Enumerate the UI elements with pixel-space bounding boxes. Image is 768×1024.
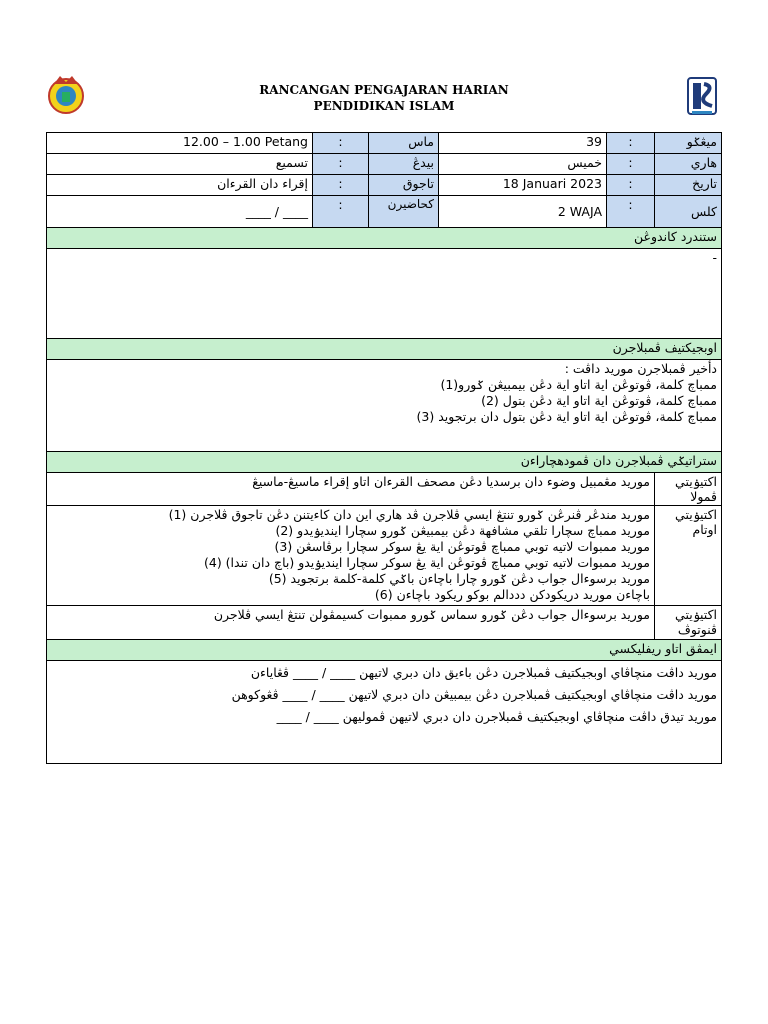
colon: : bbox=[313, 196, 369, 228]
closing-activity-text: موريد برسوءال جواب دڠن ݢورو سماس ݢورو ممبوات كسيمڤولن تنتڠ ايسي ڤلاجرن bbox=[47, 606, 655, 640]
document-header bbox=[0, 82, 768, 114]
standard-heading: ستندرد كاندوڠن bbox=[47, 228, 722, 249]
objective-line: دأخير ڤمبلاجرن موريد داڤت : bbox=[564, 361, 717, 376]
closing-activity-row bbox=[47, 606, 722, 640]
colon: : bbox=[313, 175, 369, 196]
reflection-body bbox=[47, 661, 722, 764]
field-value: تسميع bbox=[47, 154, 313, 175]
title-line-1: RANCANGAN PENGAJARAN HARIAN bbox=[259, 83, 509, 97]
standard-body: - bbox=[47, 249, 722, 339]
main-activity-line: موريد مندڠر ڤنرڠن ݢورو تنتڠ ايسي ڤلاجرن ڤد هاري اين دان كاءيتنن دڠن تاجوق ڤلاجرن (1) bbox=[168, 507, 650, 522]
main-activity-body bbox=[47, 506, 655, 606]
opening-activity-row bbox=[47, 473, 722, 506]
colon: : bbox=[607, 133, 655, 154]
info-row-1 bbox=[47, 133, 722, 154]
reflection-body-row bbox=[47, 661, 722, 764]
info-row-4 bbox=[47, 196, 722, 228]
field-label: بيدڠ bbox=[369, 154, 439, 175]
topic-label: تاجوق bbox=[369, 175, 439, 196]
main-activity-row bbox=[47, 506, 722, 606]
objective-heading: اوبجيكتيف ڤمبلاجرن bbox=[47, 339, 722, 360]
main-activity-line: موريد ممبوات لاتيه توبي ممباچ ڤوتوڠن اية يڠ سوكر سچارا اينديۏيدو (باچ دان تندا) (4) bbox=[203, 555, 650, 570]
objective-body bbox=[47, 360, 722, 452]
info-row-2 bbox=[47, 154, 722, 175]
day-value: خميس bbox=[439, 154, 607, 175]
topic-value: إقراء دان القرءان bbox=[47, 175, 313, 196]
lesson-plan-table bbox=[46, 132, 722, 764]
attendance-label: كحاضيرن bbox=[369, 196, 439, 228]
colon: : bbox=[607, 196, 655, 228]
colon: : bbox=[607, 154, 655, 175]
opening-activity-label: اكتيۏيتي ڤمولا bbox=[655, 473, 722, 506]
main-activity-line: موريد ممباچ سچارا تلقي مشافهة دڠن بيمبيڠن ݢورو سچارا اينديۏيدو (2) bbox=[275, 523, 650, 538]
standard-heading-row bbox=[47, 228, 722, 249]
time-value: 12.00 – 1.00 Petang bbox=[47, 133, 313, 154]
class-label: كلس bbox=[655, 196, 722, 228]
date-value: 18 Januari 2023 bbox=[439, 175, 607, 196]
closing-activity-label: اكتيۏيتي ڤنوتوڤ bbox=[655, 606, 722, 640]
info-row-3 bbox=[47, 175, 722, 196]
main-activity-line: باچاءن موريد دريكودكن دددالم بوكو ريكود باچاءن (6) bbox=[374, 587, 650, 602]
week-label: ميڠݢو bbox=[655, 133, 722, 154]
reflection-heading-row bbox=[47, 640, 722, 661]
main-activity-line: موريد برسوءال جواب دڠن ݢورو چارا باچاءن باݢي كلمة-كلمة برتجويد (5) bbox=[268, 571, 650, 586]
date-label: تاريخ bbox=[655, 175, 722, 196]
reflection-heading: ايمڤق اتاو ريفليكسي bbox=[47, 640, 722, 661]
attendance-value: ____ / ____ bbox=[47, 196, 313, 228]
colon: : bbox=[607, 175, 655, 196]
colon: : bbox=[313, 133, 369, 154]
day-label: هاري bbox=[655, 154, 722, 175]
reflection-line: موريد داڤت منچاڤاي اوبجيكتيف ڤمبلاجرن دڠن باءيق دان دبري لاتيهن ____ / ____ ڤڠاياءن bbox=[250, 665, 717, 680]
main-activity-line: موريد ممبوات لاتيه توبي ممباچ ڤوتوڠن اية يڠ سوكر سچارا برڤاسڠن (3) bbox=[274, 539, 650, 554]
objective-line: ممباچ كلمة، ڤوتوڠن اية اتاو اية دڠن بتول دان برتجويد (3) bbox=[416, 409, 717, 424]
class-value: 2 WAJA bbox=[439, 196, 607, 228]
objective-heading-row bbox=[47, 339, 722, 360]
objective-body-row bbox=[47, 360, 722, 452]
week-value: 39 bbox=[439, 133, 607, 154]
main-activity-label: اكتيۏيتي اوتام bbox=[655, 506, 722, 606]
standard-body-row bbox=[47, 249, 722, 339]
title-line-2: PENDIDIKAN ISLAM bbox=[313, 99, 455, 113]
colon: : bbox=[313, 154, 369, 175]
time-label: ماس bbox=[369, 133, 439, 154]
strategy-heading: ستراتيݢي ڤمبلاجرن دان ڤمودهچاراءن bbox=[47, 452, 722, 473]
opening-activity-text: موريد مڠمبيل وضوء دان برسديا دڠن مصحف القرءان اتاو إقراء ماسيڠ-ماسيڠ bbox=[47, 473, 655, 506]
reflection-line: موريد داڤت منچاڤاي اوبجيكتيف ڤمبلاجرن دڠن بيمبيڠن دان دبري لاتيهن ____ / ____ ڤڠوكوهن bbox=[231, 687, 717, 702]
reflection-line: موريد تيدق داڤت منچاڤاي اوبجيكتيف ڤمبلاجرن دان دبري لاتيهن ڤموليهن ____ / ____ bbox=[276, 709, 717, 724]
strategy-heading-row bbox=[47, 452, 722, 473]
objective-line: ممباچ كلمة، ڤوتوڠن اية اتاو اية دڠن بيمبيڠن ݢورو(1) bbox=[440, 377, 717, 392]
objective-line: ممباچ كلمة، ڤوتوڠن اية اتاو اية دڠن بتول (2) bbox=[481, 393, 717, 408]
